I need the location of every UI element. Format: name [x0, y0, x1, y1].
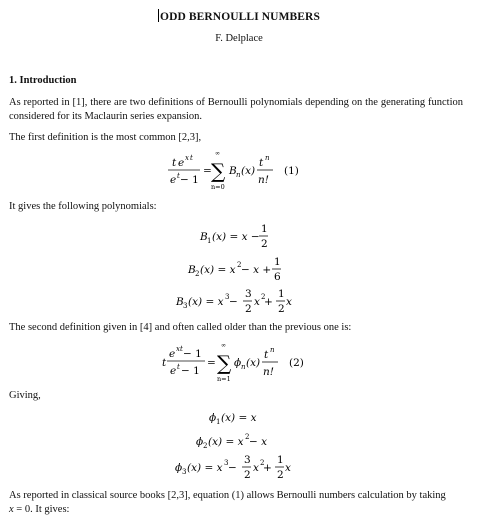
b2-name: B [188, 264, 196, 276]
eq2-den-rest: − 1 [181, 365, 200, 377]
b3-f1-den: 2 [245, 303, 252, 315]
section-heading: 1. Introduction [9, 75, 77, 86]
b1-name: B [200, 231, 208, 243]
eq2-frac-num: t [264, 349, 269, 361]
b3-x2: x [254, 296, 260, 308]
eq2-sum-top: ∞ [221, 342, 226, 349]
eq2-pre: t [162, 357, 167, 369]
eq1-num-exp-t: t [190, 154, 193, 162]
b3-f2-num: 1 [278, 288, 285, 300]
eq1-den-exp: t [177, 172, 180, 180]
eq2-den-exp: t [177, 363, 180, 371]
eq2-num-e: e [169, 348, 176, 360]
b3-minus: − [229, 296, 238, 308]
b3-plus: + [264, 296, 273, 308]
eq1-num-e: e [178, 157, 185, 169]
eq1-B: B [229, 165, 237, 177]
eq2-num-rest: − 1 [183, 348, 202, 360]
equation-1 [0, 146, 478, 196]
inline-math-x: x [9, 504, 14, 516]
phi3-sub: 3 [182, 468, 187, 476]
eq1-sum-bottom: n=0 [211, 183, 225, 191]
phi3-f2-num: 1 [277, 454, 284, 466]
phi3-minus: − [228, 462, 237, 474]
eq2-frac-num-exp: n [270, 346, 275, 354]
eq2-sum-sign: ∑ [217, 351, 232, 375]
phi2-sq: 2 [245, 433, 250, 441]
b2-frac-den: 6 [274, 271, 281, 283]
author-name: F. Delplace [215, 33, 263, 44]
paragraph-first-definition: The first definition is the most common [2,3], [9, 132, 202, 143]
eq1-sum-top: ∞ [215, 150, 220, 157]
b1-sub: 1 [207, 237, 212, 245]
text-cursor [158, 9, 159, 22]
paragraph-polynomials: It gives the following polynomials: [9, 201, 157, 212]
eq2-arg: (x) [246, 357, 261, 369]
b3-f2-den: 2 [278, 303, 285, 315]
eq1-num-exp-x: x [185, 154, 189, 162]
phi2-tail: − x [249, 436, 268, 448]
phi1-rest: (x) = x [221, 412, 257, 424]
phi3-rest: (x) = x [187, 462, 223, 474]
b2-frac-num: 1 [274, 256, 281, 268]
phi2-rest: (x) = x [208, 436, 244, 448]
b3-lhs: (x) = x [188, 296, 224, 308]
b3-cube: 3 [225, 293, 230, 301]
b3-x2-exp: 2 [261, 293, 266, 301]
phi3-cube: 3 [224, 459, 229, 467]
eq1-num-t: t [172, 157, 177, 169]
eq2-frac-den: n! [263, 366, 274, 378]
eq1-label: (1) [284, 165, 299, 177]
b1-frac-den: 2 [261, 238, 268, 250]
paragraph-intro: As reported in [1], there are two definitions of Bernoulli polynomials depending on the generating function considered for its Maclaurin series expansion. [9, 97, 463, 123]
phi2-sub: 2 [203, 442, 208, 450]
b3-tail: x [286, 296, 292, 308]
b3-sub: 3 [183, 302, 188, 310]
b2-lhs: (x) = x [200, 264, 236, 276]
eq2-equals: = [207, 357, 216, 369]
phi1-name: ϕ [209, 412, 217, 424]
phi3-f1-num: 3 [244, 454, 251, 466]
equation-2 [0, 338, 478, 388]
eq2-den-e: e [170, 365, 177, 377]
b2-sub: 2 [195, 270, 200, 278]
eq1-sum-sign: ∑ [211, 159, 226, 183]
phi3-x2-exp: 2 [260, 459, 265, 467]
b2-mid: − x + [241, 264, 272, 276]
phi3-f2-den: 2 [277, 469, 284, 481]
b2-sq: 2 [237, 261, 242, 269]
eq2-num-exp: xt [176, 345, 183, 353]
paragraph-giving: Giving, [9, 390, 41, 401]
eq2-label: (2) [289, 357, 304, 369]
eq1-equals: = [203, 165, 212, 177]
eq1-frac-num-exp: n [265, 154, 270, 162]
paragraph-second-definition: The second definition given in [4] and often called older than the previous one is: [9, 322, 352, 333]
eq1-frac-den: n! [258, 174, 269, 186]
phi1-sub: 1 [216, 418, 221, 426]
eq1-arg: (x) [241, 165, 256, 177]
eq2-sum-bottom: n=1 [217, 375, 231, 383]
b3-name: B [176, 296, 184, 308]
phi2-name: ϕ [196, 436, 204, 448]
eq1-den-e: e [170, 174, 177, 186]
eq2-phi-sub: n [241, 363, 246, 371]
eq1-B-sub: n [236, 171, 241, 179]
paper-title [0, 9, 478, 26]
b1-frac-num: 1 [261, 223, 268, 235]
paper-title-text: ODD BERNOULLI NUMBERS [160, 11, 320, 23]
paragraph-bernoulli-numbers-line2: = 0. It gives: [13, 504, 70, 516]
eq2-phi: ϕ [234, 357, 242, 369]
paragraph-bernoulli-numbers [9, 489, 463, 517]
phi3-plus: + [263, 462, 272, 474]
phi3-f1-den: 2 [244, 469, 251, 481]
phi3-x2: x [253, 462, 259, 474]
b1-lhs: (x) = x − [212, 231, 260, 243]
b3-f1-num: 3 [245, 288, 252, 300]
paragraph-bernoulli-numbers-line1: As reported in classical source books [2,3], equation (1) allows Bernoulli numbers calculation by taking [9, 490, 446, 501]
eq1-frac-num: t [259, 157, 264, 169]
eq1-den-rest: − 1 [180, 174, 199, 186]
phi3-name: ϕ [175, 462, 183, 474]
phi3-tail: x [285, 462, 291, 474]
